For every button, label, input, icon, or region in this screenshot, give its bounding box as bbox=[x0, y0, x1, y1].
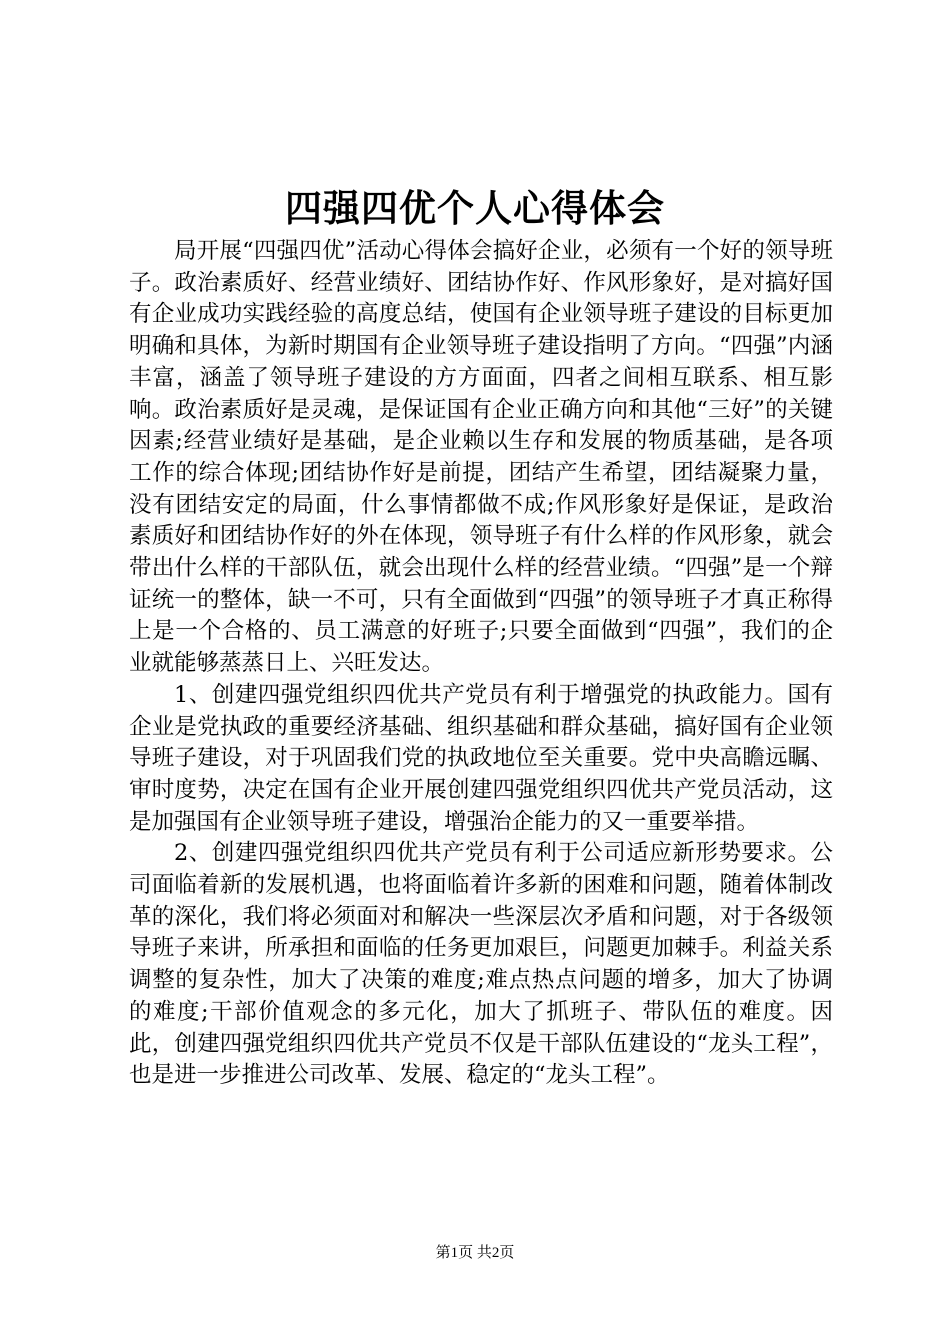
document-body bbox=[129, 236, 833, 1092]
document-title: 四强四优个人心得体会 bbox=[285, 186, 665, 230]
paragraph-point-2: 2、创建四强党组织四优共产党员有利于公司适应新形势要求。公司面临着新的发展机遇，也将面临着许多新的困难和问题，随着体制改革的深化，我们将必须面对和解决一些深层次矛盾和问题，对于各级领导班子来讲，所承担和面临的任务更加艰巨，问题更加棘手。利益关系调整的复杂性，加大了决策的难度;难点热点问题的增多，加大了协调的难度;干部价值观念的多元化，加大了抓班子、带队伍的难度。因此，创建四强党组织四优共产党员不仅是干部队伍建设的“龙头工程”，也是进一步推进公司改革、发展、稳定的“龙头工程”。 bbox=[129, 840, 833, 1089]
paragraph-intro: 局开展“四强四优”活动心得体会搞好企业，必须有一个好的领导班子。政治素质好、经营业绩好、团结协作好、作风形象好，是对搞好国有企业成功实践经验的高度总结，使国有企业领导班子建设的目标更加明确和具体，为新时期国有企业领导班子建设指明了方向。“四强”内涵丰富，涵盖了领导班子建设的方方面面，四者之间相互联系、相互影响。政治素质好是灵魂，是保证国有企业正确方向和其他“三好”的关键因素;经营业绩好是基础，是企业赖以生存和发展的物质基础，是各项工作的综合体现;团结协作好是前提，团结产生希望，团结凝聚力量，没有团结安定的局面，什么事情都做不成;作风形象好是保证，是政治素质好和团结协作好的外在体现，领导班子有什么样的作风形象，就会带出什么样的干部队伍，就会出现什么样的经营业绩。“四强”是一个辩证统一的整体，缺一不可，只有全面做到“四强”的领导班子才真正称得上是一个合格的、员工满意的好班子;只要全面做到“四强”，我们的企业就能够蒸蒸日上、兴旺发达。 bbox=[129, 238, 833, 677]
paragraph-point-1: 1、创建四强党组织四优共产党员有利于增强党的执政能力。国有企业是党执政的重要经济基础、组织基础和群众基础，搞好国有企业领导班子建设，对于巩固我们党的执政地位至关重要。党中央高瞻远瞩、审时度势，决定在国有企业开展创建四强党组织四优共产党员活动，这是加强国有企业领导班子建设，增强治企能力的又一重要举措。 bbox=[129, 681, 833, 835]
page-footer: 第1页 共2页 bbox=[435, 1245, 515, 1261]
